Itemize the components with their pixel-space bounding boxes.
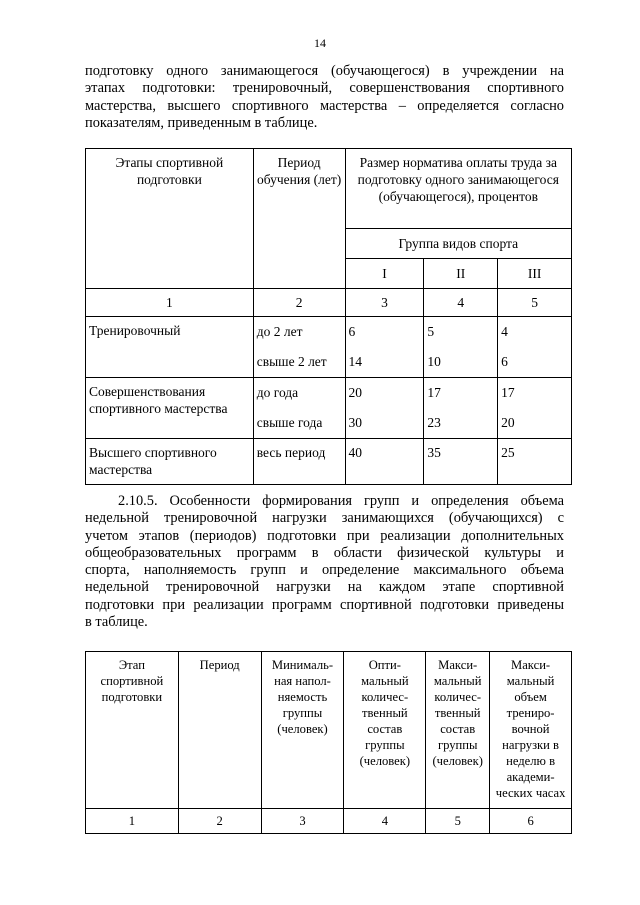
paragraph-line: недельной тренировочной нагрузки на каждом этапе спортивной — [85, 579, 564, 596]
header-max-size: Макси- мальный количес- твенный состав группы (человек) — [426, 652, 490, 809]
header-max-load: Макси- мальный объем трениро- вочной нагрузки в неделю в академи- ческих часах — [490, 652, 572, 809]
header-period: Период — [178, 652, 261, 809]
norm-value: 6 — [501, 354, 508, 369]
header-min-capacity: Минималь- ная напол- няемость группы (человек) — [261, 652, 344, 809]
table-row — [86, 317, 572, 378]
norm-value: 20 — [348, 385, 363, 400]
header-group-2: II — [424, 259, 498, 289]
column-number: 4 — [344, 809, 426, 834]
column-number: 3 — [345, 289, 424, 317]
page-number: 14 — [314, 36, 326, 50]
column-number: 6 — [490, 809, 572, 834]
intro-line: подготовку одного занимающегося (обучающегося) в учреждении на — [85, 63, 564, 79]
paragraph-line: учетом этапов (периодов) подготовки при реализации дополнительных — [85, 527, 564, 544]
period-value: свыше 2 лет — [256, 354, 327, 369]
header-stage: Этапы спортивной подготовки — [86, 149, 254, 289]
period-value: до года — [256, 385, 299, 400]
paragraph-line: в таблице. — [85, 614, 148, 631]
norm-value: 6 — [348, 324, 356, 339]
paragraph-line: подготовки при реализации программ спортивной подготовки приведены — [85, 596, 564, 613]
period-value: свыше года — [256, 415, 323, 430]
group-capacity-table — [85, 651, 572, 834]
paragraph-line: спорта, наполняемость групп и определение максимального объема — [85, 562, 564, 579]
norm-value: 30 — [348, 415, 363, 430]
header-period: Период обучения (лет) — [253, 149, 345, 289]
payment-norm-table — [85, 148, 572, 485]
paragraph-line: недельной тренировочной нагрузки занимающихся (обучающихся) с — [85, 510, 564, 527]
paragraph-line: 2.10.5. Особенности формирования групп и определения объема — [118, 493, 564, 509]
header-sport-group: Группа видов спорта — [345, 229, 571, 259]
period-value: до 2 лет — [256, 324, 303, 339]
column-number: 3 — [261, 809, 344, 834]
column-number: 5 — [498, 289, 572, 317]
column-number: 5 — [426, 809, 490, 834]
stage-name: Тренировочный — [86, 317, 254, 378]
norm-value: 4 — [501, 324, 508, 339]
stage-name: Высшего спортивного мастерства — [86, 439, 254, 485]
norm-value: 17 — [427, 385, 441, 400]
intro-line: мастерства, высшего спортивного мастерства – определяется согласно — [85, 97, 564, 114]
groups-paragraph — [85, 493, 564, 631]
norm-value: 23 — [427, 415, 441, 430]
header-norm: Размер норматива оплаты труда за подготовку одного занимающегося (обучающегося), процентов — [345, 149, 571, 229]
norm-value: 17 — [501, 385, 515, 400]
column-number: 2 — [178, 809, 261, 834]
intro-line: показателям, приведенным в таблице. — [85, 114, 318, 131]
period-value: весь период — [253, 439, 345, 485]
intro-line: этапах подготовки: тренировочный, совершенствования спортивного — [85, 80, 564, 97]
column-number: 1 — [86, 809, 179, 834]
intro-paragraph — [85, 63, 564, 132]
norm-value: 14 — [348, 354, 363, 369]
header-stage: Этап спортивной подготовки — [86, 652, 179, 809]
norm-value: 35 — [424, 439, 498, 485]
stage-name: Совершенствования спортивного мастерства — [86, 378, 254, 439]
norm-value: 40 — [345, 439, 424, 485]
table-row — [86, 439, 572, 485]
norm-value: 20 — [501, 415, 515, 430]
header-group-3: III — [498, 259, 572, 289]
header-optimal-size: Опти- мальный количес- твенный состав группы (человек) — [344, 652, 426, 809]
column-number: 2 — [253, 289, 345, 317]
table-row — [86, 378, 572, 439]
column-number: 1 — [86, 289, 254, 317]
paragraph-line: общеобразовательных программ в области физической культуры и — [85, 544, 564, 561]
column-number: 4 — [424, 289, 498, 317]
norm-value: 5 — [427, 324, 435, 339]
header-group-1: I — [345, 259, 424, 289]
norm-value: 10 — [427, 354, 441, 369]
norm-value: 25 — [498, 439, 572, 485]
